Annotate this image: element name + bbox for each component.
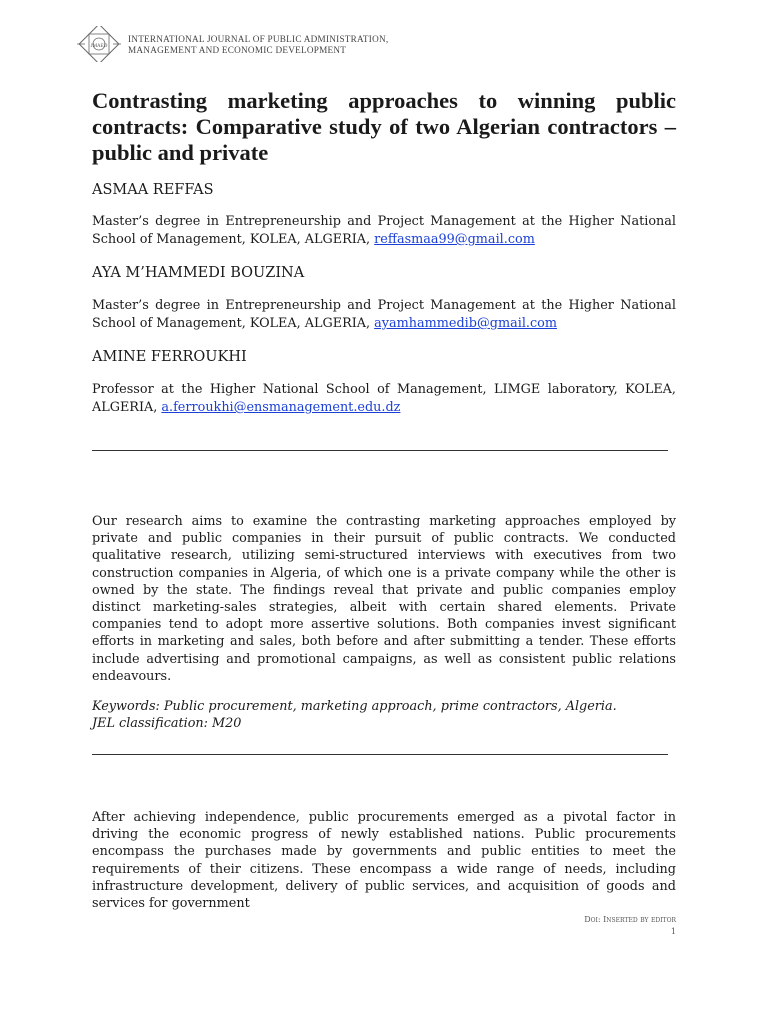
svg-text:JMAED: JMAED [90, 44, 108, 49]
journal-logo-icon [75, 26, 123, 62]
author-email-link[interactable]: reffasmaa99@gmail.com [374, 232, 535, 247]
keywords-line: Keywords: Public procurement, marketing approach, prime contractors, Algeria. [92, 699, 617, 714]
abstract-text: Our research aims to examine the contrasting marketing approaches employed by private and public companies in their pursuit of public contracts. We conducted qualitative research, utilizing semi-structured interviews with executives from two construction companies in Algeria, of which one is a private company while the other is owned by the state. The findings reveal that private and public companies employ distinct marketing-sales strategies, albeit with certain shared elements. Private companies tend to adopt more assertive solutions. Both companies invest significant efforts in marketing and sales, both before and after submitting a tender. These efforts include advertising and promotional campaigns, as well as consistent public relations endeavours. [92, 514, 676, 684]
journal-header [75, 26, 495, 62]
journal-name-line2: MANAGEMENT AND ECONOMIC DEVELOPMENT [128, 45, 347, 55]
doi-note: Doi: Inserted by editor [584, 915, 676, 924]
affiliation-text: Professor at the Higher National School of Management, LIMGE laboratory, KOLEA, ALGERIA, [92, 382, 676, 415]
paper-title: Contrasting marketing approaches to winning public contracts: Comparative study of two Algerian contractors – public and private [92, 88, 676, 165]
author-email-link[interactable]: ayamhammedib@gmail.com [374, 316, 557, 331]
author-affiliation-3 [92, 381, 676, 417]
author-name-2: AYA M’HAMMEDI BOUZINA [92, 265, 305, 281]
author-name-3: AMINE FERROUKHI [92, 349, 247, 365]
intro-text: After achieving independence, public procurements emerged as a pivotal factor in driving the economic progress of newly established nations. Public procurements encompass the purchases made by governments and public entities to meet the requirements of their citizens. These encompass a wide range of needs, including infrastructure development, delivery of public services, and acquisition of goods and services for government [92, 810, 676, 912]
journal-name-line1: INTERNATIONAL JOURNAL OF PUBLIC ADMINISTRATION, [128, 34, 389, 44]
keywords [92, 698, 676, 732]
author-name-1: ASMAA REFFAS [92, 182, 214, 198]
divider [92, 450, 668, 451]
affiliation-text: Master’s degree in Entrepreneurship and Project Management at the Higher National School of Management, KOLEA, ALGERIA, [92, 214, 676, 247]
divider [92, 754, 668, 755]
author-affiliation-2 [92, 297, 676, 333]
journal-name [128, 34, 388, 56]
author-email-link[interactable]: a.ferroukhi@ensmanagement.edu.dz [161, 400, 401, 415]
page-footer [584, 914, 676, 938]
affiliation-text: Master’s degree in Entrepreneurship and Project Management at the Higher National School of Management, KOLEA, ALGERIA, [92, 298, 676, 331]
author-affiliation-1 [92, 213, 676, 249]
page-number: 1 [670, 927, 676, 936]
jel-classification: JEL classification: M20 [92, 716, 242, 732]
